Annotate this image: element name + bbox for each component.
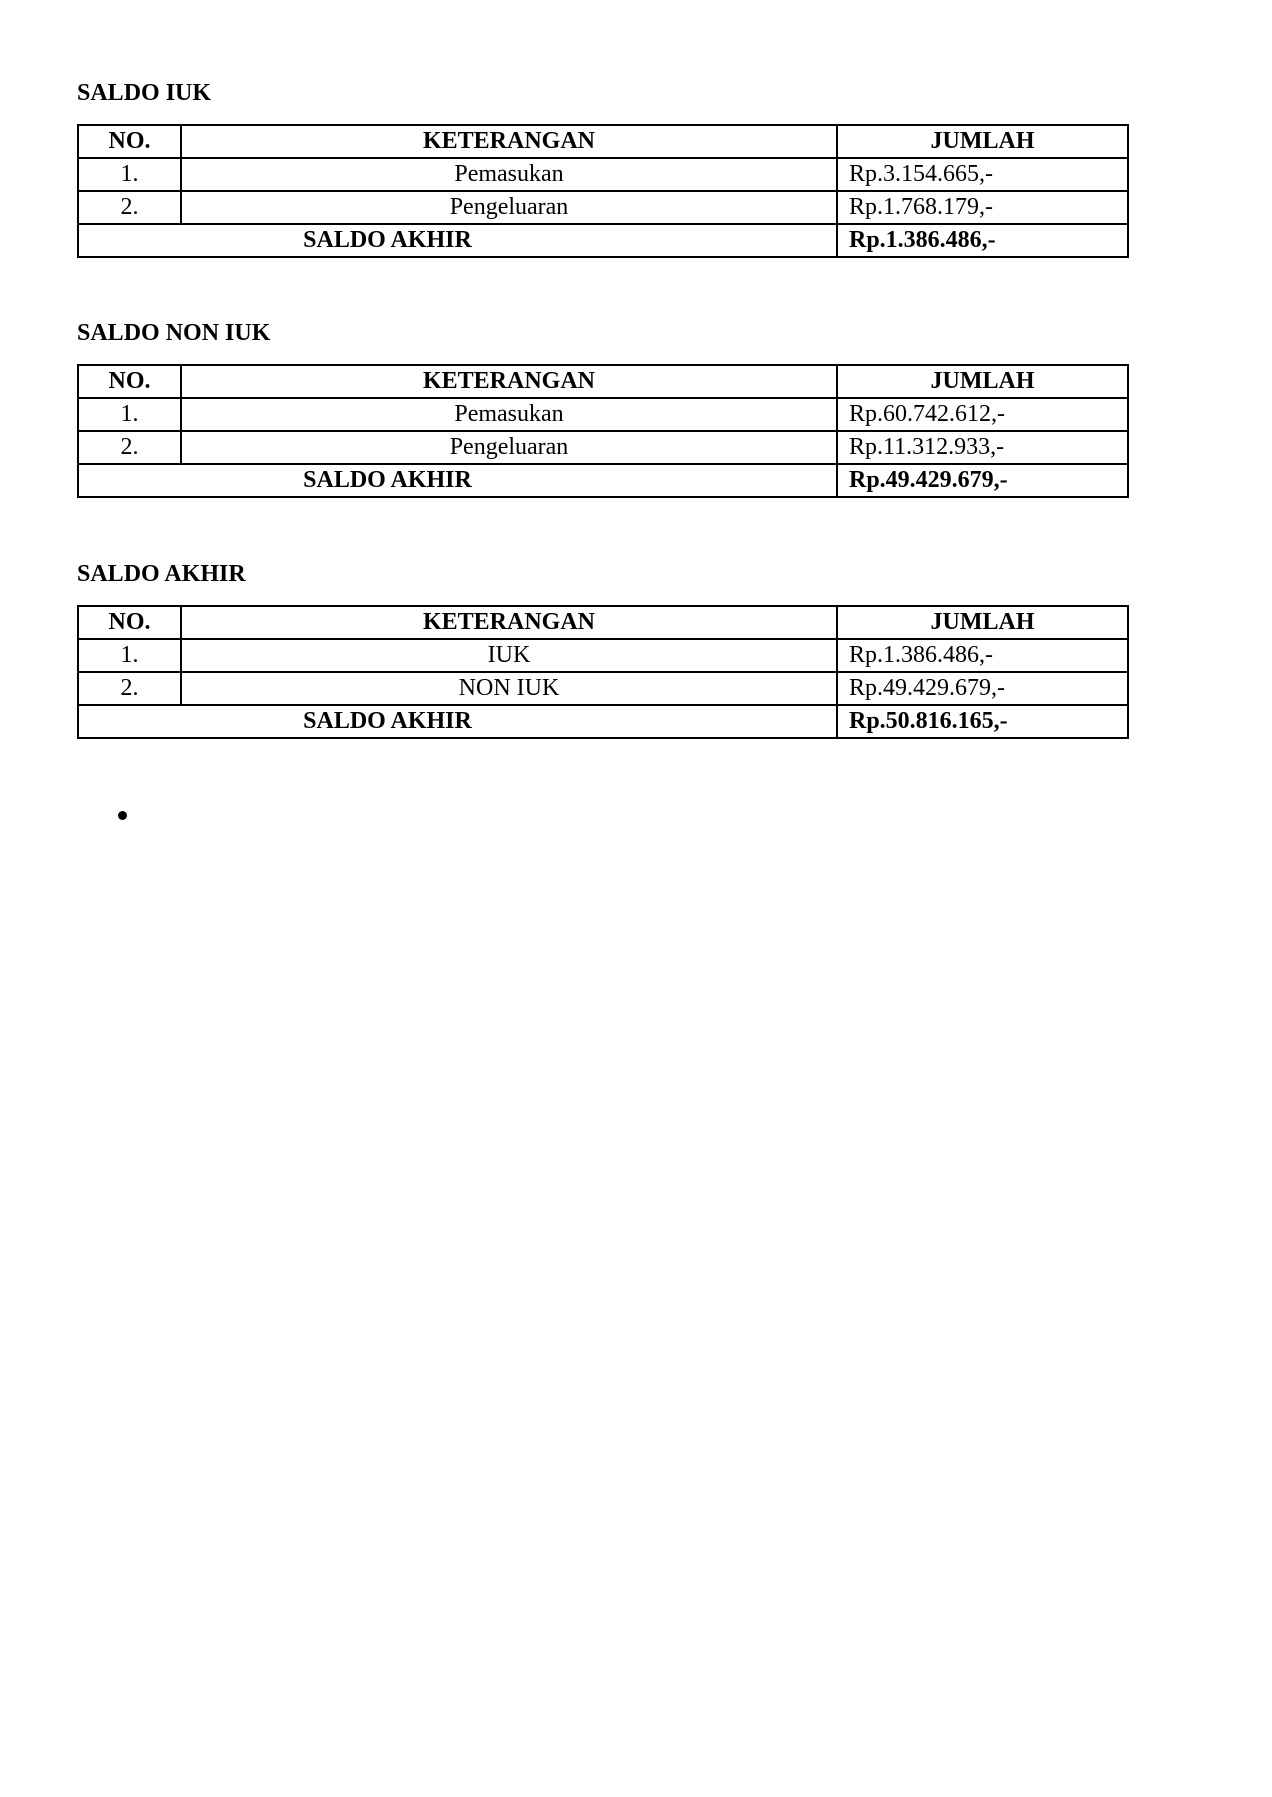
table-row [78,398,1128,431]
row-amount: Rp.60.742.612,- [837,398,1128,431]
column-header-keterangan: KETERANGAN [181,365,837,398]
row-description: IUK [181,639,837,672]
table-row [78,158,1128,191]
table-saldo-akhir [77,605,1129,739]
bullet-point-icon [118,811,127,820]
row-number: 2. [78,431,181,464]
row-number: 2. [78,191,181,224]
column-header-keterangan: KETERANGAN [181,125,837,158]
section-title-saldo-iuk: SALDO IUK [77,80,212,106]
column-header-jumlah: JUMLAH [837,606,1128,639]
column-header-jumlah: JUMLAH [837,365,1128,398]
row-description: Pemasukan [181,158,837,191]
total-amount: Rp.50.816.165,- [837,705,1128,738]
row-amount: Rp.49.429.679,- [837,672,1128,705]
total-label: SALDO AKHIR [78,705,837,738]
table-saldo-iuk [77,124,1129,258]
table-row [78,672,1128,705]
table-header-row [78,365,1128,398]
total-row [78,224,1128,257]
table-row [78,639,1128,672]
total-label: SALDO AKHIR [78,464,837,497]
total-row [78,464,1128,497]
row-number: 2. [78,672,181,705]
section-title-saldo-non-iuk: SALDO NON IUK [77,320,271,346]
table-header-row [78,125,1128,158]
row-number: 1. [78,398,181,431]
row-amount: Rp.3.154.665,- [837,158,1128,191]
row-description: Pemasukan [181,398,837,431]
row-description: Pengeluaran [181,431,837,464]
row-amount: Rp.1.386.486,- [837,639,1128,672]
row-amount: Rp.11.312.933,- [837,431,1128,464]
table-row [78,191,1128,224]
section-title-saldo-akhir: SALDO AKHIR [77,561,246,587]
total-amount: Rp.1.386.486,- [837,224,1128,257]
total-amount: Rp.49.429.679,- [837,464,1128,497]
row-number: 1. [78,158,181,191]
table-row [78,431,1128,464]
table-header-row [78,606,1128,639]
column-header-no: NO. [78,365,181,398]
total-label: SALDO AKHIR [78,224,837,257]
row-description: NON IUK [181,672,837,705]
column-header-jumlah: JUMLAH [837,125,1128,158]
column-header-no: NO. [78,125,181,158]
row-amount: Rp.1.768.179,- [837,191,1128,224]
total-row [78,705,1128,738]
row-description: Pengeluaran [181,191,837,224]
table-saldo-non-iuk [77,364,1129,498]
row-number: 1. [78,639,181,672]
column-header-keterangan: KETERANGAN [181,606,837,639]
column-header-no: NO. [78,606,181,639]
